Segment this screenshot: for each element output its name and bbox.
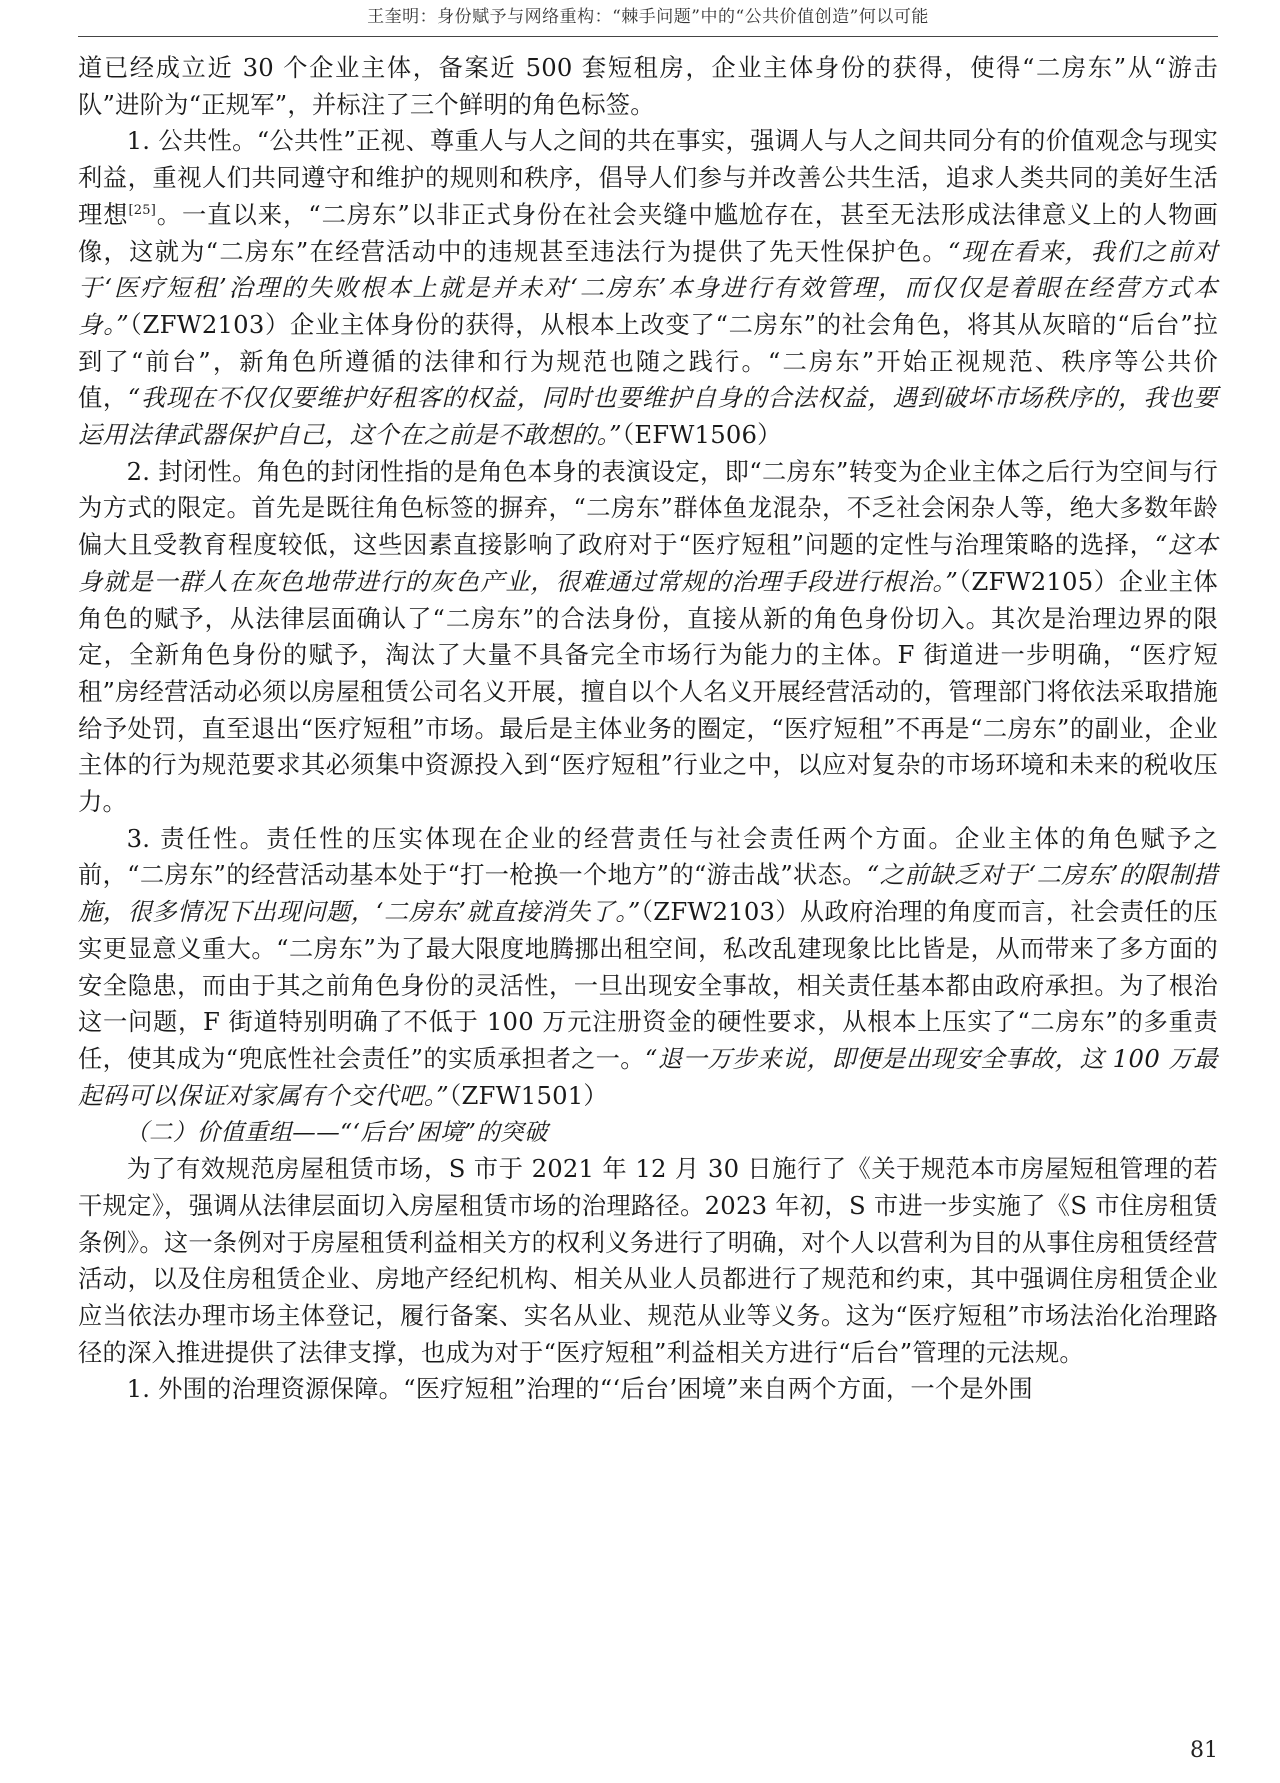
interview-quote: “现在看来，我们之前对于‘医疗短租’治理的失败根本上就是并未对‘二房东’本身进行有效管理，而仅仅是着眼在经营方式本身。” (78, 236, 1218, 339)
section-subheading: （二）价值重组——“‘后台’困境”的突破 (125, 1118, 548, 1147)
running-header: 王奎明：身份赋予与网络重构：“棘手问题”中的“公共价值创造”何以可能 (78, 2, 1218, 37)
paragraph-text: （ZFW2103）从政府治理的角度而言，社会责任的压实更显意义重大。“二房东”为了最大限度地腾挪出租空间，私改乱建现象比比皆是，从而带来了多方面的安全隐患，而由于其之前角色身份的灵活性，一旦出现安全事故，相关责任基本都由政府承担。为了根治这一问题，F 街道特别明确了不低于 100 万元注册资金的硬性要求，从根本上压实了“二房东”的多重责任，使其成为“兜底性社会责任”的实质承担者之一。 (78, 897, 1218, 1073)
page-number: 81 (1190, 1738, 1218, 1763)
paragraph-publicness (78, 123, 1218, 453)
paragraph-text: （EFW1506） (622, 420, 782, 450)
paragraph-text: 1. 公共性。“公共性”正视、尊重人与人之间的共在事实，强调人与人之间共同分有的价值观念与现实利益，重视人们共同遵守和维护的规则和秩序，倡导人们参与并改善公共生活，追求人类共同的美好生活理想 (78, 126, 1218, 229)
paragraph-text: 。一直以来，“二房东”以非正式身份在社会夹缝中尴尬存在，甚至无法形成法律意义上的人物画像，这就为“二房东”在经营活动中的违规甚至违法行为提供了先天性保护色。 (78, 199, 1218, 266)
paragraph-continuation: 道已经成立近 30 个企业主体，备案近 500 套短租房，企业主体身份的获得，使得“二房东”从“游击队”进阶为“正规军”，并标注了三个鲜明的角色标签。 (78, 53, 1218, 119)
article-body (78, 50, 1218, 1408)
paragraph-text: 3. 责任性。责任性的压实体现在企业的经营责任与社会责任两个方面。企业主体的角色赋予之前，“二房东”的经营活动基本处于“打一枪换一个地方”的“游击战”状态。 (78, 823, 1218, 890)
interview-quote: “退一万步来说，即便是出现安全事故，这 100 万最起码可以保证对家属有个交代吧。” (78, 1043, 1218, 1110)
interview-quote: “我现在不仅仅要维护好租客的权益，同时也要维护自身的合法权益，遇到破坏市场秩序的，我也要运用法律武器保护自己，这个在之前是不敢想的。” (78, 383, 1218, 450)
citation-ref: [25] (128, 202, 156, 218)
paragraph-text: （ZFW1501） (449, 1080, 608, 1110)
paragraph-closedness (78, 454, 1218, 821)
paragraph-text: （ZFW2103）企业主体身份的获得，从根本上改变了“二房东”的社会角色，将其从灰暗的“后台”拉到了“前台”，新角色所遵循的法律和行为规范也随之践行。“二房东”开始正视规范、秩序等公共价值， (78, 309, 1218, 413)
paragraph-responsibility (78, 821, 1218, 1115)
interview-quote: “之前缺乏对于‘二房东’的限制措施，很多情况下出现问题，‘二房东’就直接消失了。” (78, 860, 1218, 927)
paragraph-governance-resources: 1. 外围的治理资源保障。“医疗短租”治理的“‘后台’困境”来自两个方面，一个是外围 (126, 1374, 1033, 1404)
paragraph-text: （ZFW2105）企业主体角色的赋予，从法律层面确认了“二房东”的合法身份，直接从新的角色身份切入。其次是治理边界的限定，全新角色身份的赋予，淘汰了大量不具备完全市场行为能力的主体。F 街道进一步明确，“医疗短租”房经营活动必须以房屋租赁公司名义开展，擅自以个人名义开展经营活动的，管理部门将依法采取措施给予处罚，直至退出“医疗短租”市场。最后是主体业务的圈定，“医疗短租”不再是“二房东”的副业，企业主体的行为规范要求其必须集中资源投入到“医疗短租”行业之中，以应对复杂的市场环境和未来的税收压力。 (78, 566, 1219, 817)
paragraph-text: 2. 封闭性。角色的封闭性指的是角色本身的表演设定，即“二房东”转变为企业主体之后行为空间与行为方式的限定。首先是既往角色标签的摒弃，“二房东”群体鱼龙混杂，不乏社会闲杂人等，绝大多数年龄偏大且受教育程度较低，这些因素直接影响了政府对于“医疗短租”问题的定性与治理策略的选择， (78, 456, 1218, 560)
paragraph-value-reorganization: 为了有效规范房屋租赁市场，S 市于 2021 年 12 月 30 日施行了《关于规范本市房屋短租管理的若干规定》，强调从法律层面切入房屋租赁市场的治理路径。2023 年初，S 市进一步实施了《S 市住房租赁条例》。这一条例对于房屋租赁利益相关方的权利义务进行了明确，对个人以营利为目的从事住房租赁经营活动，以及住房租赁企业、房地产经纪机构、相关从业人员都进行了规范和约束，其中强调住房租赁企业应当依法办理市场主体登记，履行备案、实名从业、规范从业等义务。这为“医疗短租”市场法治化治理路径的深入推进提供了法律支撑，也成为对于“医疗短租”利益相关方进行“后台”管理的元法规。 (78, 1154, 1218, 1367)
interview-quote: “这本身就是一群人在灰色地带进行的灰色产业，很难通过常规的治理手段进行根治。” (78, 530, 1218, 596)
